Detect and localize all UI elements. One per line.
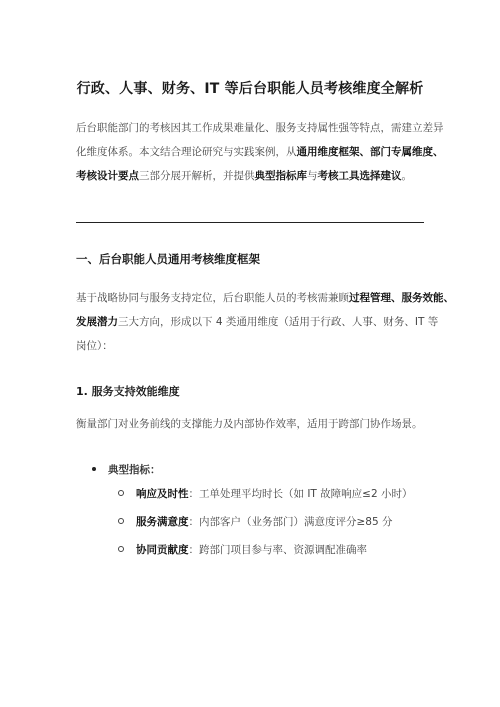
horizontal-divider <box>76 222 424 223</box>
intro-bold: 通用维度框架、部门专属维度、 <box>296 146 444 158</box>
subsection-description <box>76 412 426 436</box>
sub-bullet-item <box>118 542 367 557</box>
intro-line-1: 后台职能部门的考核因其工作成果难量化、服务支持属性强等特点，需建立差异 <box>76 122 444 134</box>
intro-paragraph <box>76 116 444 188</box>
page-title: 行政、人事、财务、IT 等后台职能人员考核维度全解析 <box>76 81 424 97</box>
intro-text: 三部分展开解析，并提供 <box>139 170 255 182</box>
section-text: 基于战略协同与服务支持定位，后台职能人员的考核需兼顾 <box>76 292 349 304</box>
sub-bullet-label: 协同贡献度 <box>136 544 189 556</box>
hollow-circle-icon <box>118 490 124 496</box>
sub-bullet-item <box>118 514 393 529</box>
sub-bullet-text: ：内部客户（业务部门）满意度评分≥85 分 <box>188 516 393 528</box>
sub-bullet-text: ：工单处理平均时长（如 IT 故障响应≤2 小时） <box>188 488 413 500</box>
intro-text: 与 <box>307 170 318 182</box>
sub-bullet-item <box>118 486 413 501</box>
sub-bullet-label: 服务满意度 <box>136 516 189 528</box>
bullet-item <box>92 462 161 477</box>
section-paragraph <box>76 286 454 358</box>
intro-text: 。 <box>401 170 412 182</box>
sub-bullet-text: ：跨部门项目参与率、资源调配准确率 <box>188 544 367 556</box>
hollow-circle-icon <box>118 546 124 552</box>
intro-bold: 考核设计要点 <box>76 170 139 182</box>
section-bold: 发展潜力 <box>76 316 118 328</box>
hollow-circle-icon <box>118 518 124 524</box>
intro-text: 化维度体系。本文结合理论研究与实践案例，从 <box>76 146 297 158</box>
sub-bullet-label: 响应及时性 <box>136 488 189 500</box>
section-line-2 <box>76 310 439 334</box>
section-heading: 一、后台职能人员通用考核维度框架 <box>76 252 260 266</box>
intro-bold: 考核工具选择建议 <box>317 170 402 182</box>
section-bold: 过程管理、服务效能、 <box>349 292 454 304</box>
intro-line-2 <box>76 140 444 164</box>
section-text: 三大方向，形成以下 4 类通用维度（适用于行政、人事、财务、IT 等 <box>118 316 439 328</box>
subsection-desc-text: 衡量部门对业务前线的支撑能力及内部协作效率，适用于跨部门协作场景。 <box>76 418 423 430</box>
subsection-heading: 1. 服务支持效能维度 <box>76 385 180 398</box>
intro-bold: 典型指标库 <box>254 170 307 182</box>
section-line-1 <box>76 286 454 310</box>
bullet-dot-icon <box>92 467 96 471</box>
bullet-label: 典型指标： <box>108 464 161 476</box>
section-line-3: 岗位）： <box>76 340 113 352</box>
intro-line-3 <box>76 164 426 188</box>
